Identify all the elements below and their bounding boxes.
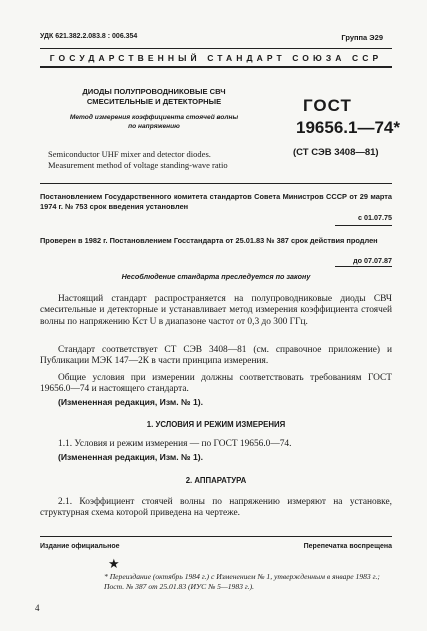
group-code: Группа Э29 — [341, 33, 383, 42]
title-line-2: СМЕСИТЕЛЬНЫЕ И ДЕТЕКТОРНЫЕ — [86, 97, 222, 106]
page-number: 4 — [35, 603, 40, 613]
title-line-1: ДИОДЫ ПОЛУПРОВОДНИКОВЫЕ СВЧ — [82, 87, 226, 96]
paragraph-1-1: 1.1. Условия и режим измерения — по ГОСТ 19656.0—74. — [58, 439, 292, 449]
method-title — [54, 113, 254, 131]
udk-code: УДК 621.382.2.083.8 : 006.354 — [40, 33, 138, 40]
method-line-1: Метод измерения коэффициента стоячей волны — [69, 114, 239, 121]
paragraph-scope: Настоящий стандарт распространяется на полупроводниковые диоды СВЧ смесительные и детекторные и устанавливает метод измерения коэффициента стоячей волны по напряжению Kст U в диапазоне частот от 0,3 до 300 ГГц. — [40, 294, 392, 327]
title-block — [54, 87, 254, 107]
gost-label: ГОСТ — [303, 96, 352, 115]
reprint-forbidden: Перепечатка воспрещена — [303, 543, 392, 550]
footer-rule — [40, 536, 392, 537]
paragraph-2-1: 2.1. Коэффициент стоячей волны по напряжению измеряют на установке, структурная схема которой приведена на чертеже. — [40, 497, 392, 519]
gost-number: 19656.1—74* — [296, 118, 400, 137]
star-icon: ★ — [108, 556, 120, 571]
amendment-note-1: (Измененная редакция, Изм. № 1). — [58, 397, 204, 407]
state-standard-heading: ГОСУДАРСТВЕННЫЙ СТАНДАРТ СОЮЗА ССР — [49, 53, 383, 63]
paragraph-correspondence: Стандарт соответствует СТ СЭВ 3408—81 (см. справочное приложение) и Публикации МЭК 147—2К в части принципа измерения. — [40, 345, 392, 367]
top-rule — [40, 48, 392, 49]
extension-date: до 07.07.87 — [353, 256, 392, 265]
section-2-heading: 2. АППАРАТУРА — [185, 476, 247, 485]
date-rule-1 — [335, 225, 392, 226]
official-edition: Издание официальное — [40, 543, 120, 550]
method-line-2: по напряжению — [128, 123, 180, 130]
english-title-line-1: Semiconductor UHF mixer and detector diodes. — [48, 149, 211, 159]
decree-text: Постановлением Государственного комитета стандартов Совета Министров СССР от 29 марта 1974 г. № 753 срок введения установлен — [40, 192, 392, 211]
section-1-heading: 1. УСЛОВИЯ И РЕЖИМ ИЗМЕРЕНИЯ — [146, 420, 286, 429]
check-text: Проверен в 1982 г. Постановлением Госстандарта от 25.01.83 № 387 срок действия продлен — [40, 236, 378, 245]
st-sev-designation: (СТ СЭВ 3408—81) — [293, 147, 379, 158]
english-title-line-2: Measurement method of voltage standing-wave ratio — [48, 159, 228, 170]
legal-warning: Несоблюдение стандарта преследуется по закону — [121, 272, 311, 281]
introduction-date: с 01.07.75 — [358, 213, 392, 222]
decree-rule — [40, 183, 392, 184]
heading-rule — [40, 66, 392, 68]
amendment-note-2: (Измененная редакция, Изм. № 1). — [58, 452, 204, 462]
english-title — [48, 149, 298, 170]
paragraph-general-conditions: Общие условия при измерении должны соответствовать требованиям ГОСТ 19656.0—74 и настоящего стандарта. — [40, 373, 392, 395]
reprint-note: * Переиздание (октябрь 1984 г.) с Изменением № 1, утвержденным в январе 1983 г.; Пост. № 387 от 25.01.83 (ИУС № 5—1983 г.). — [104, 572, 380, 591]
date-rule-2 — [335, 266, 392, 267]
